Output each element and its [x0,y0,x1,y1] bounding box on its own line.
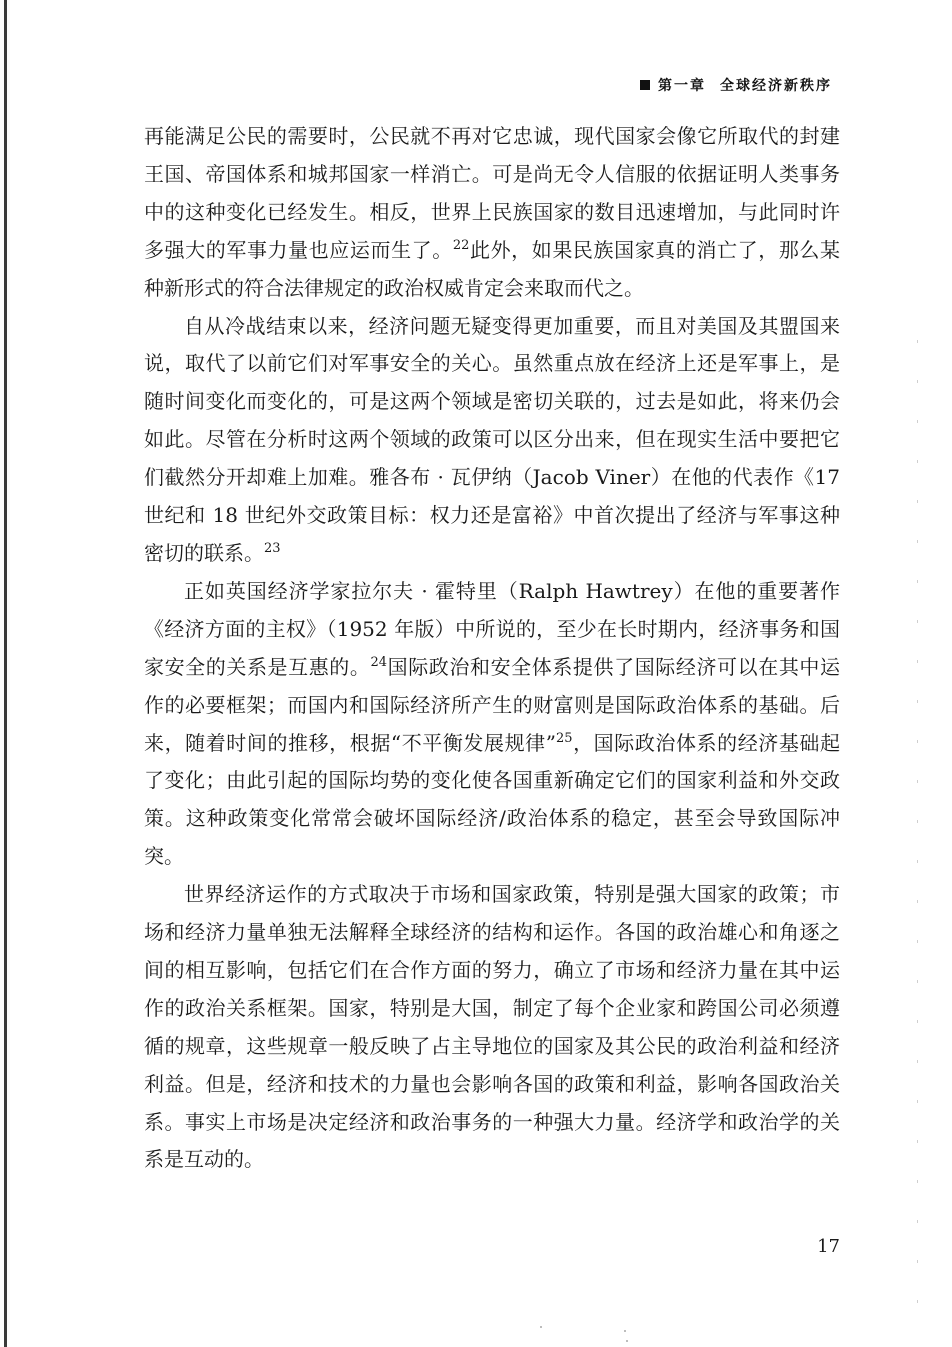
header-title: 全球经济新秩序 [720,78,832,94]
paragraph-text: 世界经济运作的方式取决于市场和国家政策，特别是强大国家的政策；市场和经济力量单独无法解释全球经济的结构和运作。各国的政治雄心和角逐之间的相互影响，包括它们在合作方面的努力，确立了市场和经济力量在其中运作的政治关系框架。国家，特别是大国，制定了每个企业家和跨国公司必须遵循的规章，这些规章一般反映了占主导地位的国家及其公民的政治利益和经济利益。但是，经济和技术的力量也会影响各国的政策和利益，影响各国政治关系。事实上市场是决定经济和政治事务的一种强大力量。经济学和政治学的关系是互动的。 [144,882,840,1172]
header-chapter: 第一章 [658,78,706,94]
scan-speck [626,1340,628,1342]
footnote-ref: 24 [370,654,388,670]
paragraph [144,573,840,876]
paragraph-text: ，国际政治体系的经济基础起了变化；由此引起的国际均势的变化使各国重新确定它们的国家利益和外交政策。这种政策变化常常会破坏国际经济/政治体系的稳定，甚至会导致国际冲突。 [144,730,841,869]
body-text [144,118,840,1179]
paragraph [144,876,840,1179]
paragraph [144,118,840,308]
paragraph-text: 正如英国经济学家拉尔夫 · 霍特里（Ralph Hawtrey）在他的重要著作《经济方面的主权》（1952 年版）中所说的，至少在长时期内，经济事务和国家安全的关系是互惠的。 [144,578,840,679]
footnote-ref: 25 [555,730,573,746]
header-square-icon [640,80,650,90]
footnote-ref: 22 [452,237,470,253]
paragraph [144,308,840,573]
running-header [640,74,840,96]
scan-speck [624,1330,626,1332]
page-number: 17 [817,1236,840,1257]
paragraph-text: 此外，如果民族国家真的消亡了，那么某种新形式的符合法律规定的政治权威肯定会来取而代之。 [144,237,841,300]
paragraph-text: 国际政治和安全体系提供了国际经济可以在其中运作的必要框架；而国内和国际经济所产生的财富则是国际政治体系的基础。后来，随着时间的推移，根据“不平衡发展规律” [144,654,840,755]
footnote-ref: 23 [264,540,281,556]
paragraph-text: 自从冷战结束以来，经济问题无疑变得更加重要，而且对美国及其盟国来说，取代了以前它们对军事安全的关心。虽然重点放在经济上还是军事上，是随时间变化而变化的，可是这两个领域是密切关联的，过去是如此，将来仍会如此。尽管在分析时这两个领域的政策可以区分出来，但在现实生活中要把它们截然分开却难上加难。雅各布 · 瓦伊纳（Jacob Viner）在他的代表作《17 世纪和 18 世纪外交政策目标：权力还是富裕》中首次提出了经济与军事这种密切的联系。 [144,313,840,565]
paragraph-text: 再能满足公民的需要时，公民就不再对它忠诚，现代国家会像它所取代的封建王国、帝国体系和城邦国家一样消亡。可是尚无令人信服的依据证明人类事务中的这种变化已经发生。相反，世界上民族国家的数目迅速增加，与此同时许多强大的军事力量也应运而生了。 [144,124,840,262]
page-binding-edge [4,0,7,1347]
scan-artifact-line [917,340,918,1340]
scan-speck [540,1326,542,1328]
